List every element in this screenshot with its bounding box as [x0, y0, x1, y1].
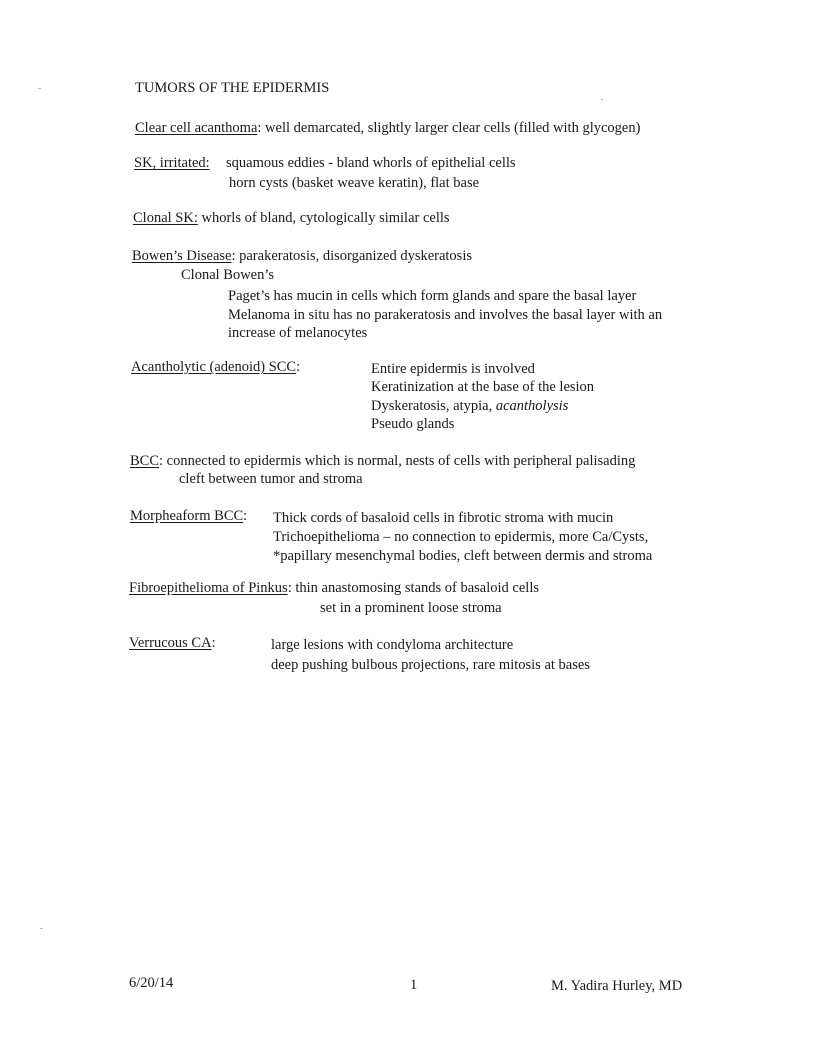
entry-sk-irritated-line1: squamous eddies - bland whorls of epithelial cells [226, 155, 516, 171]
footer-date: 6/20/14 [129, 975, 174, 991]
entry-fibroepithelioma-line2: set in a prominent loose stroma [320, 600, 502, 616]
entry-bowens-line1: Paget’s has mucin in cells which form glands and spare the basal layer [228, 288, 637, 304]
scan-speck [40, 928, 43, 929]
entry-bcc-line2: cleft between tumor and stroma [179, 471, 363, 487]
entry-bowens-line3: increase of melanocytes [228, 325, 368, 341]
entry-term: BCC [130, 453, 160, 469]
entry-acantholytic-line4: Pseudo glands [371, 416, 455, 432]
entry-verrucous-line2: deep pushing bulbous projections, rare mitosis at bases [271, 657, 590, 673]
entry-morpheaform-line1: Thick cords of basaloid cells in fibrotic stroma with mucin [273, 510, 614, 526]
entry-term: Fibroepithelioma of Pinkus [129, 580, 288, 596]
entry-acantholytic-line2: Keratinization at the base of the lesion [371, 379, 595, 395]
entry-bcc [130, 452, 635, 470]
scan-speck [38, 88, 41, 89]
entry-morpheaform-line3: *papillary mesenchymal bodies, cleft between dermis and stroma [273, 548, 653, 564]
entry-text: : thin anastomosing stands of basaloid cells [287, 580, 539, 596]
entry-verrucous-line1: large lesions with condyloma architecture [271, 637, 514, 653]
entry-bowens-sub: Clonal Bowen’s [181, 267, 275, 283]
entry-acantholytic-line1: Entire epidermis is involved [371, 361, 535, 377]
footer-author: M. Yadira Hurley, MD [551, 978, 683, 994]
entry-verrucous-term: Verrucous CA: [129, 635, 216, 651]
entry-morpheaform-term: Morpheaform BCC: [130, 508, 248, 524]
entry-sk-irritated-line2: horn cysts (basket weave keratin), flat base [229, 175, 480, 191]
entry-clear-cell-acanthoma [135, 119, 640, 137]
page-title: TUMORS OF THE EPIDERMIS [135, 80, 330, 96]
entry-clonal-sk [133, 209, 450, 227]
entry-text: : well demarcated, slightly larger clear cells (filled with glycogen) [257, 120, 641, 136]
entry-acantholytic-line3: Dyskeratosis, atypia, acantholysis [371, 398, 569, 414]
entry-term: Clear cell acanthoma [135, 120, 258, 136]
entry-bowens-line2: Melanoma in situ has no parakeratosis and involves the basal layer with an [228, 307, 663, 323]
entry-acantholytic-term: Acantholytic (adenoid) SCC: [131, 359, 301, 375]
entry-text: : connected to epidermis which is normal, nests of cells with peripheral palisading [159, 453, 636, 469]
entry-text: whorls of bland, cytologically similar cells [201, 210, 450, 226]
scan-speck [601, 99, 603, 100]
footer-page-number: 1 [410, 977, 418, 993]
entry-term: Bowen’s Disease [132, 248, 232, 264]
entry-fibroepithelioma [129, 579, 539, 597]
entry-text: : parakeratosis, disorganized dyskeratosis [231, 248, 473, 264]
entry-morpheaform-line2: Trichoepithelioma – no connection to epidermis, more Ca/Cysts, [273, 529, 649, 545]
entry-bowens-disease [132, 247, 472, 265]
entry-term: Clonal SK: [133, 210, 198, 226]
entry-sk-irritated-term: SK, irritated: [134, 155, 210, 171]
